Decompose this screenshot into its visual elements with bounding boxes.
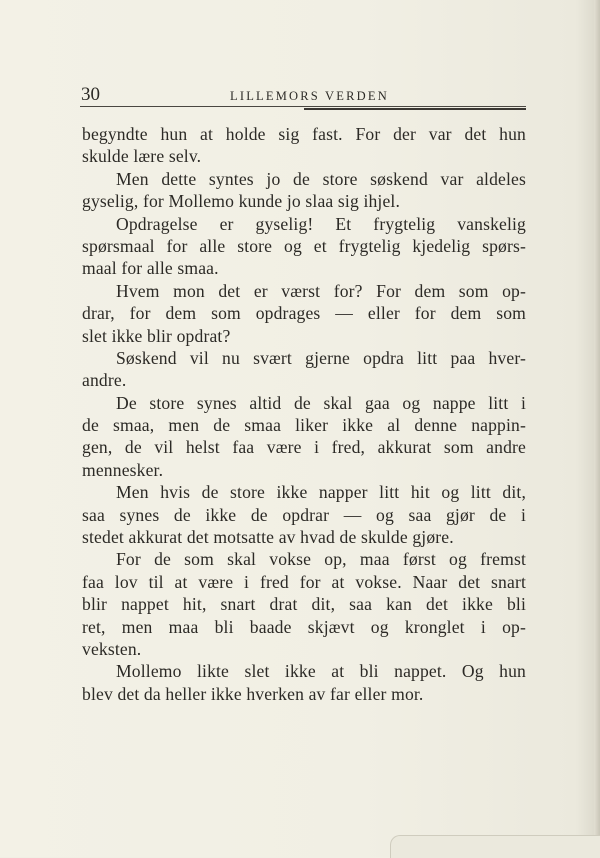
text-line: Hvem mon det er værst for? For dem som op-	[116, 280, 526, 301]
text-line: blev det da heller ikke hverken av far eller mor.	[82, 683, 424, 704]
page-edge	[594, 0, 600, 857]
page-number: 30	[81, 84, 100, 105]
running-title: LILLEMORS VERDEN	[230, 89, 389, 103]
text-line: Men dette syntes jo de store søskend var aldeles	[116, 168, 526, 189]
text-line: drar, for dem som opdrages — eller for dem som	[82, 303, 526, 324]
body-text	[82, 123, 526, 705]
text-line: faa lov til at være i fred for at vokse. Naar det snart	[82, 571, 526, 592]
text-line: begyndte hun at holde sig fast. For der var det hun	[82, 124, 526, 144]
text-line: saa synes de ikke de opdrar — og saa gjør de i	[82, 504, 526, 525]
text-line: mennesker.	[82, 459, 164, 480]
text-line: ret, men maa bli baade skjævt og kronglet i op-	[82, 616, 526, 637]
text-line: spørsmaal for alle store og et frygtelig kjedelig spørs-	[82, 235, 526, 256]
text-line: gen, de vil helst faa være i fred, akkurat som andre	[82, 437, 526, 458]
text-line: skulde lære selv.	[82, 146, 202, 167]
text-line: stedet akkurat det motsatte av hvad de skulde gjøre.	[82, 527, 454, 548]
header-rule	[80, 106, 526, 107]
text-line: slet ikke blir opdrat?	[82, 325, 231, 346]
text-line: maal for alle smaa.	[82, 258, 219, 279]
text-line: gyselig, for Mollemo kunde jo slaa sig ihjel.	[82, 191, 401, 212]
text-line: For de som skal vokse op, maa først og fremst	[116, 549, 526, 570]
text-line: Men hvis de store ikke napper litt hit og litt dit,	[116, 482, 526, 503]
text-line: De store synes altid de skal gaa og nappe litt i	[116, 392, 526, 413]
text-line: de smaa, men de smaa liker ikke al denne nappin-	[82, 415, 526, 436]
text-line: Mollemo likte slet ikke at bli nappet. Og hun	[116, 661, 526, 682]
text-line: andre.	[82, 370, 127, 391]
header-rule-thick	[304, 108, 526, 110]
text-line: Opdragelse er gyselig! Et frygtelig vanskelig	[116, 213, 526, 234]
text-line: veksten.	[82, 638, 142, 659]
text-line: Søskend vil nu svært gjerne opdra litt paa hver-	[116, 347, 526, 368]
text-line: blir nappet hit, snart drat dit, saa kan det ikke bli	[82, 594, 526, 615]
underlying-page-corner	[390, 835, 600, 858]
